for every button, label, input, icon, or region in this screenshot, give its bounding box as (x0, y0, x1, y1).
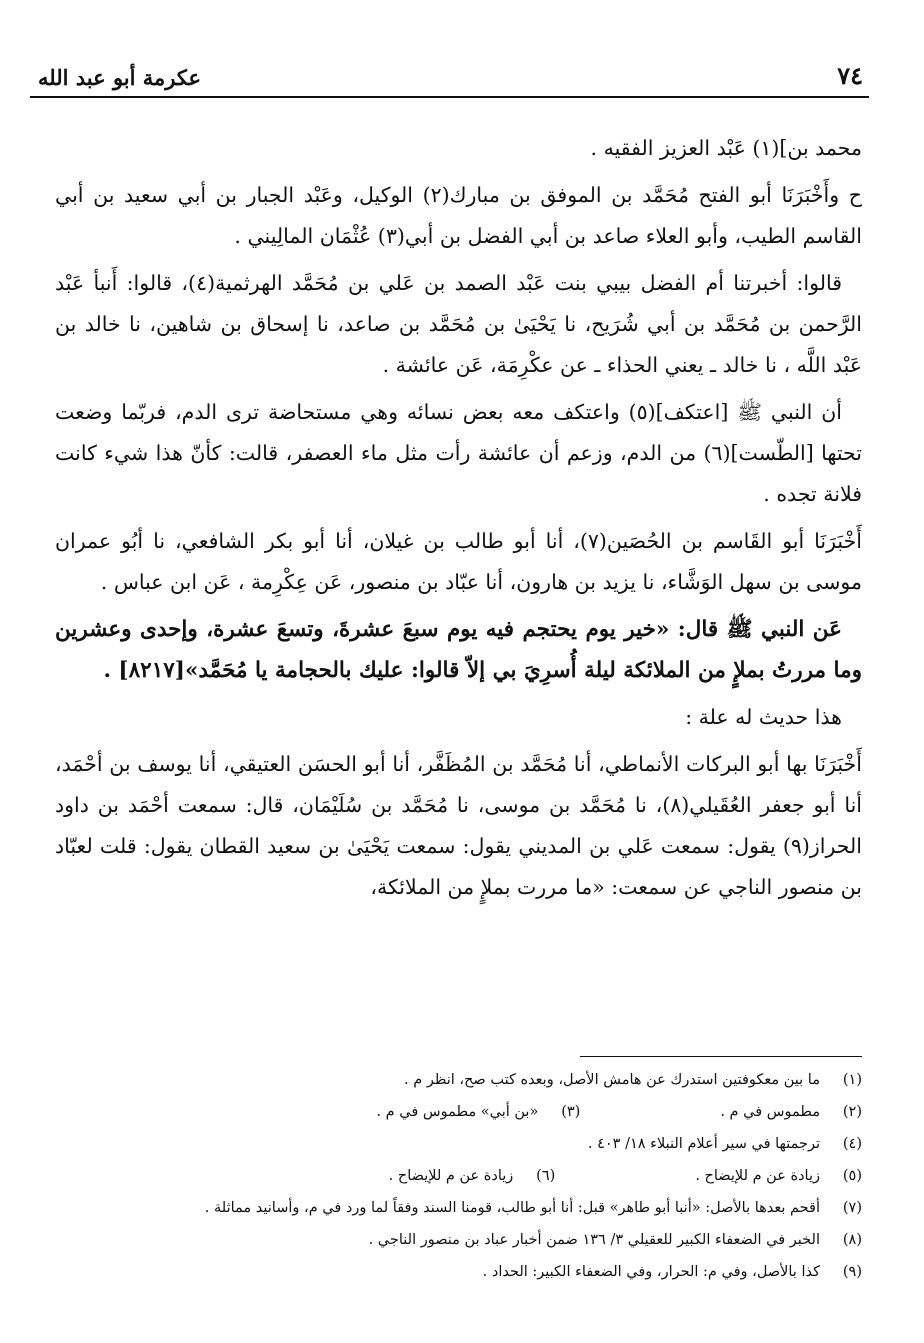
footnote (80, 1192, 862, 1224)
footnote (80, 1224, 862, 1256)
footnote-number: (٦) (536, 1168, 556, 1184)
paragraph-7: هذا حديث له علة : (685, 705, 842, 729)
footnote-number: (٤) (842, 1136, 862, 1152)
footnote-text: الخبر في الضعفاء الكبير للعقيلي ٣/ ١٣٦ ضمن أخبار عباد بن منصور الناجي . (368, 1232, 820, 1248)
paragraph-5: أَخْبَرَنَا أبو القَاسم بن الحُصَين(٧)، أنا أبو طالب بن غيلان، أنا أبو بكر الشافعي، نا أبُو عمران موسى بن سهل الوَشَّاء، نا يزيد بن هارون، أنا عبّاد بن منصور، عَن عِكْرِمة ، عَن ابن عباس . (55, 529, 862, 594)
footnote-number: (٢) (842, 1104, 862, 1120)
footnote-number: (٥) (842, 1168, 862, 1184)
paragraph-8: أَخْبَرَنَا بها أبو البركات الأنماطي، أنا مُحَمَّد بن المُظَفَّر، أنا أبو الحسَن العتيقي، أنا يوسف بن أحْمَد، أنا أبو جعفر العُقَيلي(٨)، نا مُحَمَّد بن موسى، نا مُحَمَّد بن سُلَيْمَان، قال: سمعت أحْمَد بن داود الحراز(٩) يقول: سمعت عَلي بن المديني يقول: سمعت يَحْيَىٰ بن سعيد القطان يقول: قلت لعبّاد بن منصور الناجي عن سمعت: «ما مررت بملإٍ من الملائكة، (55, 752, 862, 899)
footnote-text: كذا بالأصل، وفي م: الحرار، وفي الضعفاء الكبير: الحداد . (482, 1264, 820, 1280)
footnote-text: «بن أبي» مطموس في م . (376, 1104, 539, 1120)
footnote-number: (٩) (842, 1264, 862, 1280)
footnote-number: (٧) (842, 1200, 862, 1216)
footnote-number: (٨) (842, 1232, 862, 1248)
footnote (80, 1160, 862, 1192)
footnote-separator (580, 1056, 862, 1057)
paragraph-2: ح وأَخْبَرَنَا أبو الفتح مُحَمَّد بن الموفق بن مبارك(٢) الوكيل، وعَبْد الجبار بن أبي سعيد بن أبي القاسم الطيب، وأبو العلاء صاعد بن أبي الفضل بن أبي(٣) عُثْمَان المالِيني . (55, 183, 862, 248)
footnote (80, 1096, 862, 1128)
footnote-text: أقحم بعدها بالأصل: «أنبا أبو طاهر» قبل: أنا أبو طالب، قومنا السند وفقاً لما ورد في م، وأسانيد مماثلة . (204, 1200, 820, 1216)
footnotes (80, 1064, 862, 1288)
footnote (80, 1256, 862, 1288)
footnote (80, 1128, 862, 1160)
paragraph-1: محمد بن](١) عَبْد العزيز الفقيه . (590, 136, 862, 160)
paragraph-4: أن النبي ﷺ [اعتكف](٥) واعتكف معه بعض نسائه وهي مستحاضة ترى الدم، فربّما وضعت تحتها [الطّست](٦) من الدم، وزعم أن عائشة رأت مثل ماء العصفر، قالت: كأنّ هذا شيء كانت فلانة تجده . (55, 400, 863, 506)
footnote-number: (٣) (561, 1104, 581, 1120)
footnote-text: ما بين معكوفتين استدرك عن هامش الأصل، وبعده كتب صح، انظر م . (404, 1072, 820, 1088)
footnote-text: مطموس في م . (720, 1104, 820, 1120)
footnote-text: زيادة عن م للإيضاح . (388, 1168, 514, 1184)
page-number: ٧٤ (837, 61, 863, 90)
page-header (30, 55, 869, 99)
footnote-number: (١) (842, 1072, 862, 1088)
header-rule (30, 96, 869, 98)
footnote-text: زيادة عن م للإيضاح . (695, 1168, 820, 1184)
hadith-text: عَن النبي ﷺ قال: «خير يوم يحتجم فيه يوم سبعَ عشرةَ، وتسعَ عشرة، وإحدى وعشرين وما مررتُ بملإٍ من الملائكة ليلة أُسرِيَ بي إلاّ قالوا: عليك بالحجامة يا مُحَمَّد»[٨٢١٧] . (55, 617, 862, 683)
footnote-text: ترجمتها في سير أعلام النبلاء ١٨/ ٤٠٣ . (587, 1136, 820, 1152)
running-title: عكرمة أبو عبد الله (38, 65, 202, 90)
main-text (55, 128, 862, 914)
paragraph-3: قالوا: أخبرتنا أم الفضل بيبي بنت عَبْد الصمد بن عَلي بن مُحَمَّد الهرثمية(٤)، قالوا: أَنبأ عَبْد الرَّحمن بن مُحَمَّد بن أبي شُرَيح، نا يَحْيَىٰ بن مُحَمَّد بن صاعد، نا إسحاق بن شاهين، نا خالد بن عَبْد اللَّه ، نا خالد ـ يعني الحذاء ـ عن عكْرِمَة، عَن عائشة . (55, 271, 862, 377)
footnote (80, 1064, 862, 1096)
